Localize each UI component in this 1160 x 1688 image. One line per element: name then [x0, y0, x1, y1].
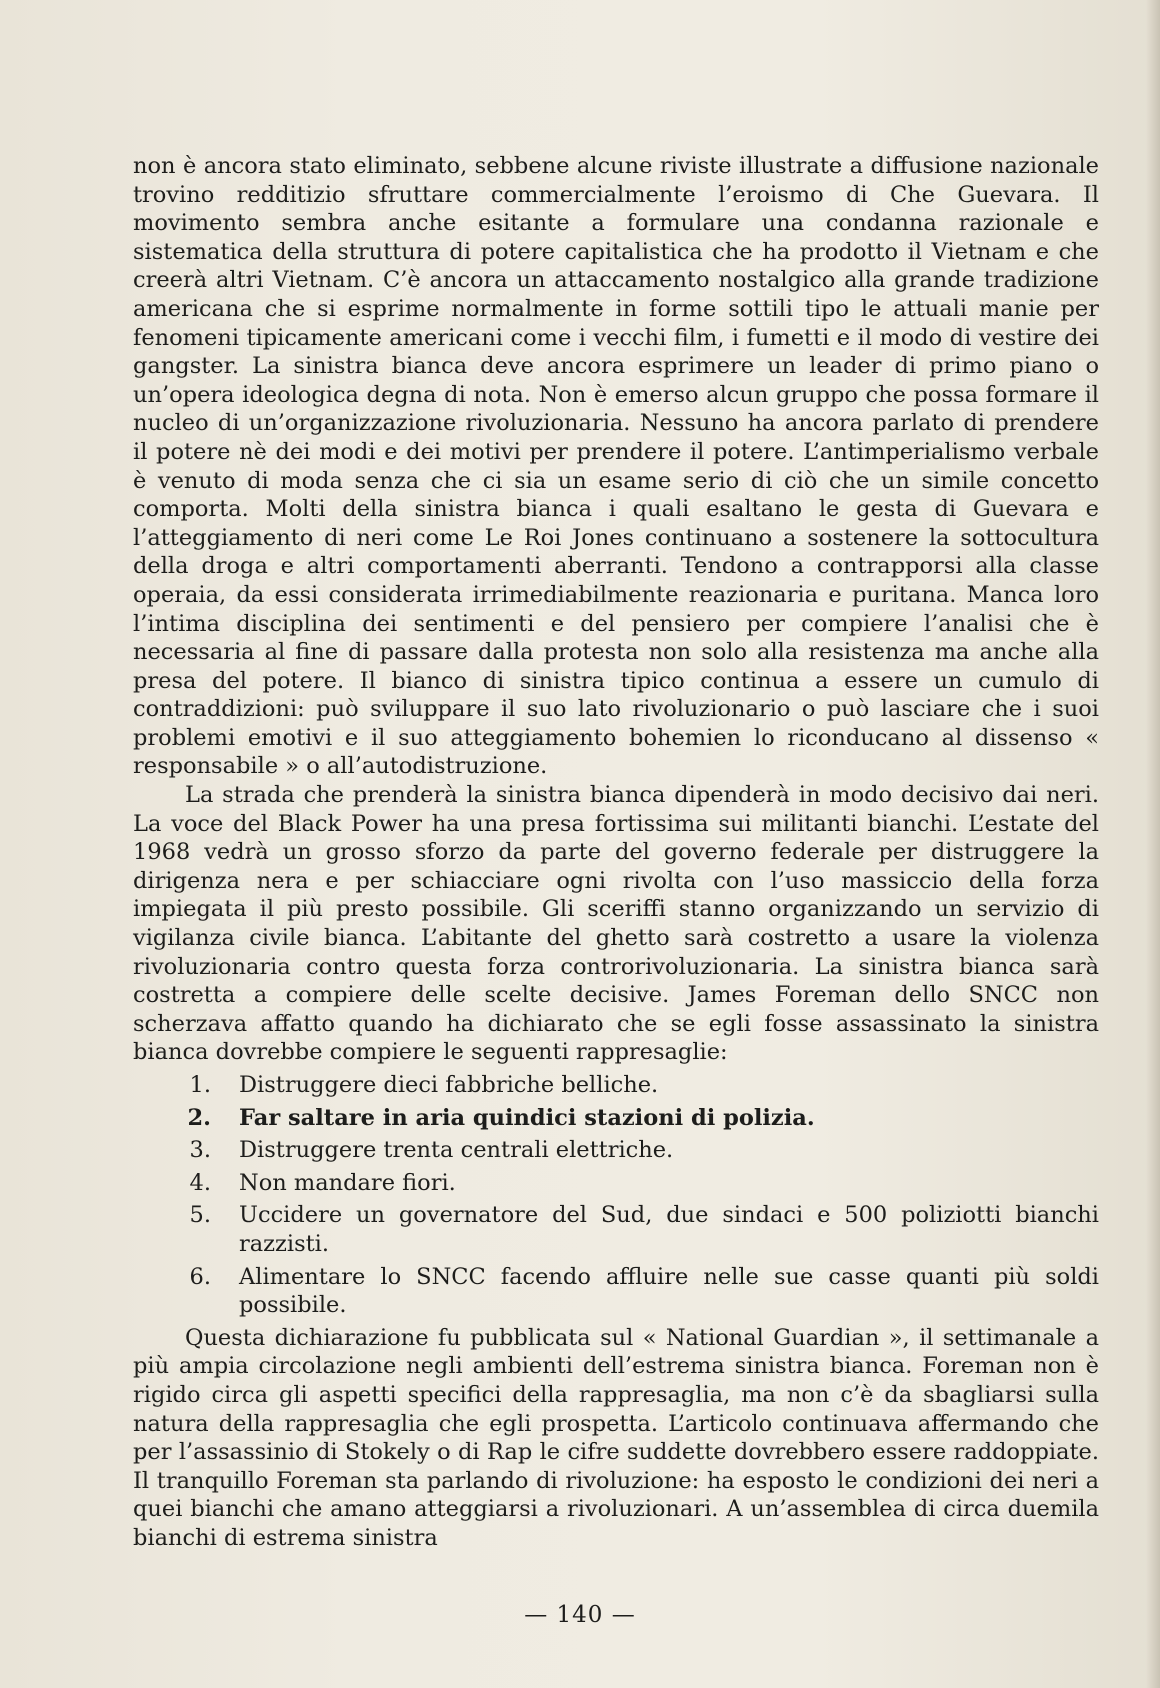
page-number: — 140 —	[524, 1602, 636, 1628]
paragraph-3: Questa dichiarazione fu pubblicata sul « National Guardian », il settimanale a più ampia circolazione negli ambienti dell’estrema sinistra bianca. Foreman non è rigido circa gli aspetti specifici della rappresaglia, ma non c’è da sbagliarsi sulla natura della rappresaglia che egli prospetta. L’articolo continuava affermando che per l’assassinio di Stokely o di Rap le cifre suddette dovrebbero essere raddoppiate. Il tranquillo Foreman sta parlando di rivoluzione: ha esposto le condizioni dei neri a quei bianchi che amano atteggiarsi a rivoluzionari. A un’assemblea di circa duemila bianchi di estrema sinistra	[133, 1324, 1099, 1551]
paragraph-1: non è ancora stato eliminato, sebbene alcune riviste illustrate a diffusione nazionale trovino redditizio sfruttare commercialmente l’eroismo di Che Guevara. Il movimento sembra anche esitante a formulare una condanna razionale e sistematica della struttura di potere capitalistica che ha prodotto il Vietnam e che creerà altri Vietnam. C’è ancora un attaccamento nostalgico alla grande tradizione americana che si esprime normalmente in forme sottili tipo le attuali manie per fenomeni tipicamente americani come i vecchi film, i fumetti e il modo di vestire dei gangster. La sinistra bianca deve ancora esprimere un leader di primo piano o un’opera ideologica degna di nota. Non è emerso alcun gruppo che possa formare il nucleo di un’organizzazione rivoluzionaria. Nessuno ha ancora parlato di prendere il potere nè dei modi e dei motivi per prendere il potere. L’antimperialismo verbale è venuto di moda senza che ci sia un esame serio di ciò che un simile concetto comporta. Molti della sinistra bianca i quali esaltano le gesta di Guevara e l’atteggiamento di neri come Le Roi Jones continuano a sostenere la sottocultura della droga e altri comportamenti aberranti. Tendono a contrapporsi alla classe operaia, da essi considerata irrimediabilmente reazionaria e puritana. Manca loro l’intima disciplina dei sentimenti e del pensiero per compiere l’analisi che è necessaria al fine di passare dalla protesta non solo alla resistenza ma anche alla presa del potere. Il bianco di sinistra tipico continua a essere un cumulo di contraddizioni: può sviluppare il suo lato rivoluzionario o può lasciare che i suoi problemi emotivi e il suo atteggiamento bohemien lo riconducano al dissenso « responsabile » o all’autodistruzione.	[133, 153, 1099, 780]
page-body-text	[133, 152, 1099, 1553]
list-item-text: Uccidere un governatore del Sud, due sindaci e 500 poliziotti bianchi razzisti.	[239, 1202, 1099, 1257]
list-item-number: 1.	[189, 1072, 211, 1098]
list-item	[133, 1201, 1099, 1258]
list-item-text: Distruggere trenta centrali elettriche.	[239, 1137, 674, 1164]
list-item-text: Far saltare in aria quindici stazioni di polizia.	[239, 1104, 815, 1131]
list-item	[133, 1071, 1099, 1100]
paragraph-2: La strada che prenderà la sinistra bianca dipenderà in modo decisivo dai neri. La voce del Black Power ha una presa fortissima sui militanti bianchi. L’estate del 1968 vedrà un grosso sforzo da parte del governo federale per distruggere la dirigenza nera e per schiacciare ogni rivolta con l’uso massiccio della forza impiegata il più presto possibile. Gli sceriffi stanno organizzando un servizio di vigilanza civile bianca. L’abitante del ghetto sarà costretto a usare la violenza rivoluzionaria contro questa forza controrivoluzionaria. La sinistra bianca sarà costretta a compiere delle scelte decisive. James Foreman dello SNCC non scherzava affatto quando ha dichiarato che se egli fosse assassinato la sinistra bianca dovrebbe compiere le seguenti rappresaglie:	[133, 782, 1099, 1066]
list-item-text: Distruggere dieci fabbriche belliche.	[239, 1072, 659, 1098]
list-item	[133, 1104, 1099, 1133]
reprisal-list	[133, 1071, 1099, 1320]
page-edge-shadow	[1146, 0, 1160, 1688]
list-item-number: 6.	[189, 1263, 211, 1290]
list-item-text: Non mandare fiori.	[239, 1169, 456, 1196]
list-item-number: 2.	[187, 1104, 211, 1131]
list-item-number: 5.	[189, 1202, 211, 1229]
list-item	[133, 1169, 1099, 1198]
list-item	[133, 1263, 1099, 1320]
list-item-number: 3.	[189, 1137, 211, 1164]
list-item-number: 4.	[189, 1169, 211, 1196]
list-item	[133, 1136, 1099, 1165]
list-item-text: Alimentare lo SNCC facendo affluire nelle sue casse quanti più soldi possibile.	[239, 1263, 1099, 1319]
